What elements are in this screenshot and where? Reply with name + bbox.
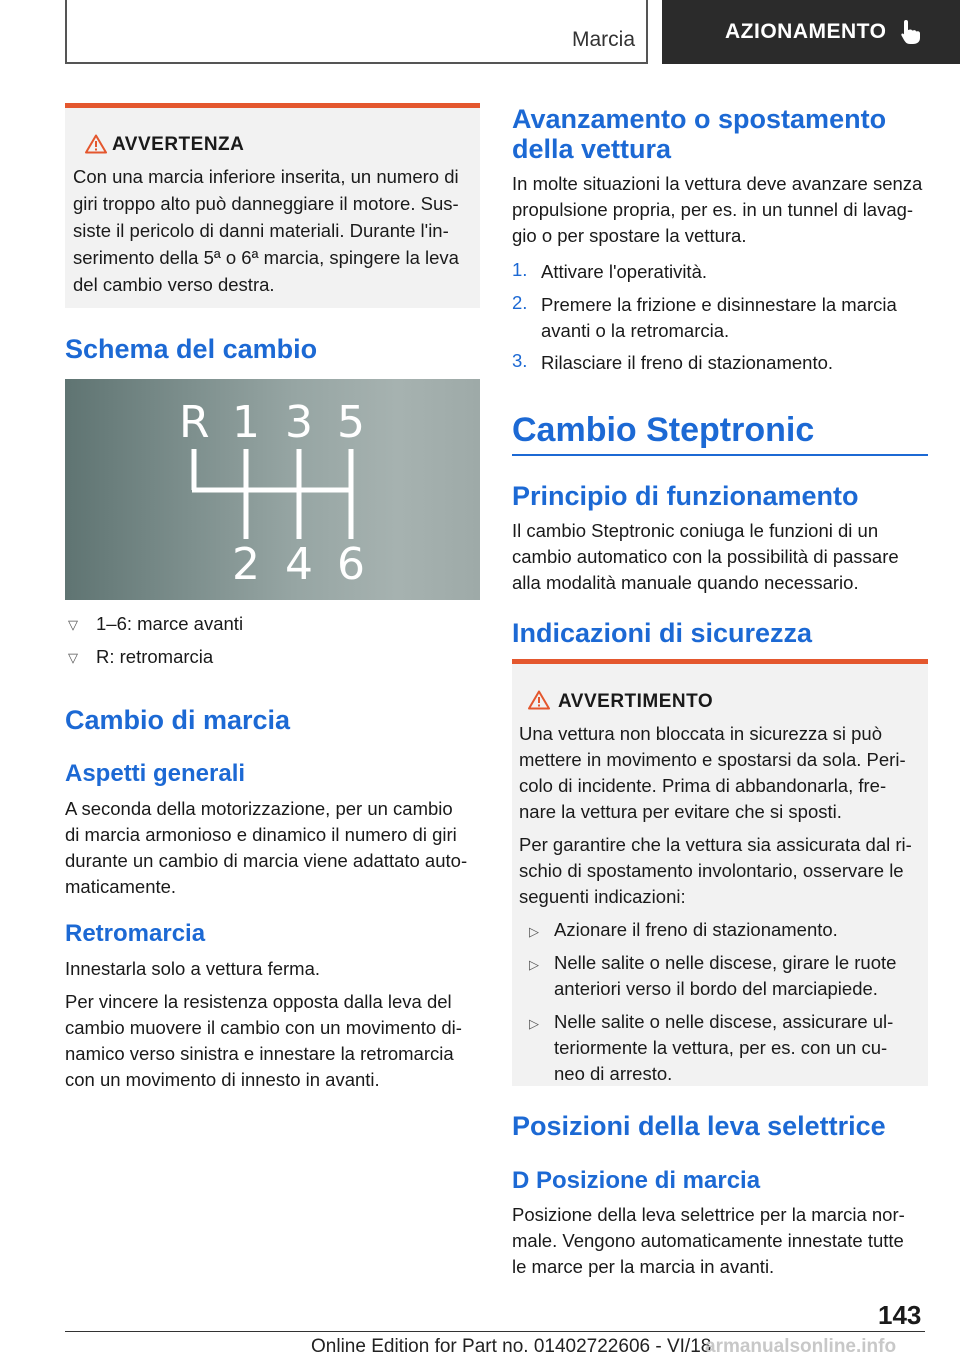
steptronic-heading: Cambio Steptronic (512, 411, 815, 449)
d-position-heading: D Posizione di marcia (512, 1167, 761, 1194)
paragraph-line: Per vincere la resistenza opposta dalla leva del (65, 991, 452, 1012)
step-text: Premere la frizione e disinnestare la marcia (541, 294, 897, 315)
heading-rule (512, 454, 928, 456)
gear-pattern-image (65, 379, 480, 600)
header-chapter-tab (662, 0, 960, 64)
step-text: avanti o la retromarcia. (541, 320, 730, 341)
footer-watermark: armanualsonline.info (705, 1336, 897, 1357)
cambio-heading: Cambio di marcia (65, 705, 291, 735)
warning-line: giri troppo alto può danneggiare il motore. Sus- (73, 193, 459, 214)
paragraph-line: cambio muovere il cambio con un movimento di- (65, 1017, 462, 1038)
warning-line: Una vettura non bloccata in sicurezza si può (519, 723, 883, 744)
retromarcia-heading: Retromarcia (65, 920, 206, 947)
paragraph-line: Posizione della leva selettrice per la marcia nor- (512, 1204, 905, 1225)
paragraph: Innestarla solo a vettura ferma. (65, 958, 321, 979)
principio-heading: Principio di funzionamento (512, 481, 859, 511)
step-text: Attivare l'operatività. (541, 261, 707, 282)
posizioni-heading: Posizioni della leva selettrice (512, 1111, 886, 1141)
step-number: 1. (512, 259, 528, 280)
paragraph-line: maticamente. (65, 876, 177, 897)
warning-line: Con una marcia inferiore inserita, un numero di (73, 166, 459, 187)
warning-line: schio di spostamento involontario, osservare le (519, 860, 904, 881)
step-number: 3. (512, 350, 528, 371)
warning-line: mettere in movimento e spostarsi da sola. Peri- (519, 749, 906, 770)
paragraph-line: Il cambio Steptronic coniuga le funzioni di un (512, 520, 879, 541)
paragraph-line: durante un cambio di marcia viene adattato auto- (65, 850, 468, 871)
triangle-bullet-icon: ▷ (529, 957, 539, 972)
footer-edition: Online Edition for Part no. 01402722606 - VI/18 (311, 1336, 712, 1357)
paragraph-line: namico verso sinistra e innestare la retromarcia (65, 1043, 454, 1064)
triangle-bullet-icon: ▽ (68, 617, 78, 632)
gear-label-r: R (179, 397, 210, 448)
warning-bullet-line: neo di arresto. (554, 1063, 673, 1084)
paragraph-line: alla modalità manuale quando necessario. (512, 572, 859, 593)
paragraph-line: le marce per la marcia in avanti. (512, 1256, 775, 1277)
gear-label-6: 6 (337, 539, 365, 590)
warning-triangle-icon (85, 134, 107, 154)
avanzamento-heading-line: Avanzamento o spostamento (512, 104, 887, 134)
paragraph-line: In molte situazioni la vettura deve avanzare senza (512, 173, 923, 194)
pointing-hand-icon (900, 19, 922, 45)
warning-line: del cambio verso destra. (73, 274, 275, 295)
footer-rule (65, 1331, 925, 1332)
gear-label-5: 5 (337, 397, 365, 448)
warning-title: AVVERTIMENTO (558, 691, 714, 712)
warning-line: seguenti indicazioni: (519, 886, 686, 907)
schema-heading: Schema del cambio (65, 334, 318, 364)
step-text: Rilasciare il freno di stazionamento. (541, 352, 834, 373)
list-item: R: retromarcia (96, 646, 214, 667)
warning-bullet-line: teriormente la vettura, per es. con un cu- (554, 1037, 888, 1058)
warning-title: AVVERTENZA (112, 134, 245, 155)
paragraph-line: gio o per spostare la vettura. (512, 225, 747, 246)
triangle-bullet-icon: ▽ (68, 650, 78, 665)
warning-line: serimento della 5ª o 6ª marcia, spingere la leva (73, 247, 459, 268)
paragraph-line: propulsione propria, per es. in un tunnel di lavag- (512, 199, 914, 220)
triangle-bullet-icon: ▷ (529, 924, 539, 939)
header-section-title: Marcia (571, 28, 635, 51)
paragraph-line: cambio automatico con la possibilità di passare (512, 546, 899, 567)
aspetti-heading: Aspetti generali (65, 760, 246, 787)
warning-bullet-line: anteriori verso il bordo del marciapiede. (554, 978, 878, 999)
list-item: 1–6: marce avanti (96, 613, 244, 634)
warning-line: Per garantire che la vettura sia assicurata dal ri- (519, 834, 912, 855)
gear-label-3: 3 (285, 397, 313, 448)
step-number: 2. (512, 292, 528, 313)
warning-bullet-line: Nelle salite o nelle discese, assicurare ul- (554, 1011, 894, 1032)
warning-bullet-line: Nelle salite o nelle discese, girare le ruote (554, 952, 897, 973)
triangle-bullet-icon: ▷ (529, 1016, 539, 1031)
gear-label-4: 4 (285, 539, 313, 590)
warning-line: colo di incidente. Prima di abbandonarla, fre- (519, 775, 887, 796)
paragraph-line: di marcia armonioso e dinamico il numero di giri (65, 824, 457, 845)
warning-line: siste il pericolo di danni materiali. Durante l'in- (73, 220, 449, 241)
paragraph-line: con un movimento di innesto in avanti. (65, 1069, 380, 1090)
header-chapter-title: AZIONAMENTO (725, 20, 887, 43)
warning-box-avvertenza (65, 103, 480, 308)
warning-line: nare la vettura per evitare che si sposti. (519, 801, 842, 822)
header-section-box (65, 0, 648, 64)
gear-label-1: 1 (232, 397, 260, 448)
warning-triangle-icon (528, 690, 550, 710)
sicurezza-heading: Indicazioni di sicurezza (512, 618, 813, 648)
paragraph-line: A seconda della motorizzazione, per un cambio (65, 798, 453, 819)
gear-shift-diagram (65, 379, 480, 600)
warning-box-avvertimento (512, 659, 928, 1086)
avanzamento-heading-line: della vettura (512, 134, 672, 164)
page-number: 143 (878, 1300, 922, 1330)
gear-label-2: 2 (232, 539, 260, 590)
paragraph-line: male. Vengono automaticamente innestate tutte (512, 1230, 904, 1251)
warning-bullet-line: Azionare il freno di stazionamento. (554, 919, 838, 940)
